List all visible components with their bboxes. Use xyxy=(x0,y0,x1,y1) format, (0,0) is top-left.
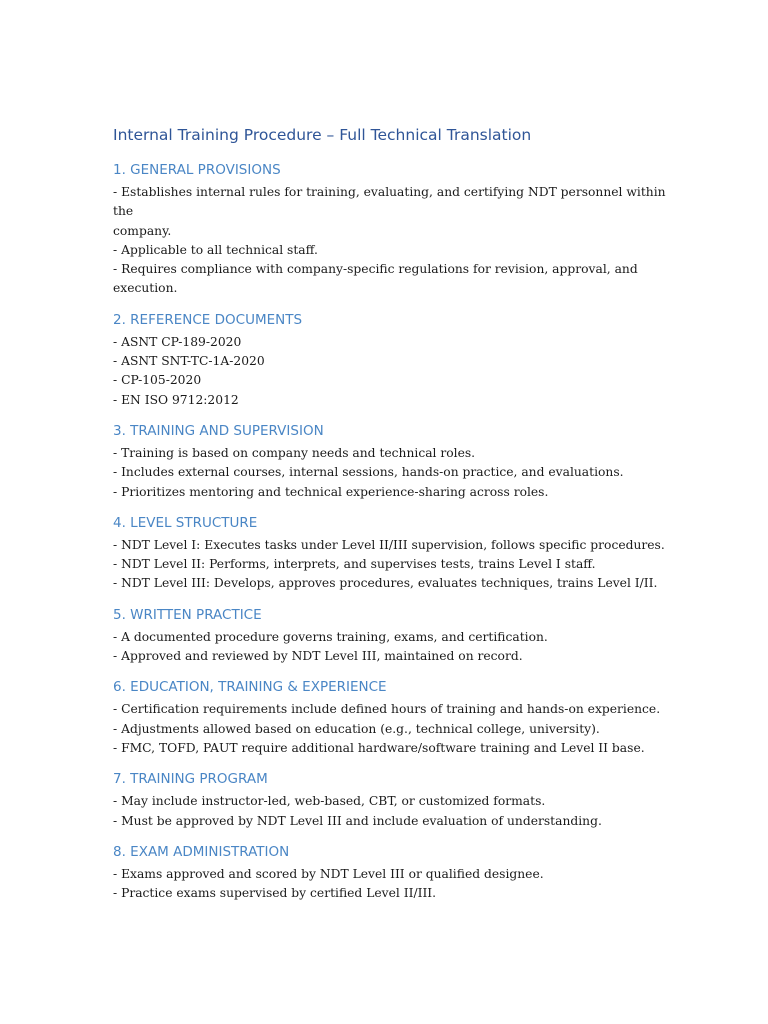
body-line: - Must be approved by NDT Level III and include evaluation of understanding. xyxy=(113,813,602,828)
body-line: - Training is based on company needs and technical roles. xyxy=(113,445,476,460)
body-line: - Applicable to all technical staff. xyxy=(113,242,318,257)
body-line: - A documented procedure governs training, exams, and certification. xyxy=(113,629,548,644)
section-6 xyxy=(113,677,673,758)
section-heading: 6. EDUCATION, TRAINING & EXPERIENCE xyxy=(113,679,387,696)
body-line: - Prioritizes mentoring and technical experience-sharing across roles. xyxy=(113,484,549,499)
body-line: - CP-105-2020 xyxy=(113,373,202,388)
body-line: - Practice exams supervised by certified Level II/III. xyxy=(113,886,437,901)
section-2 xyxy=(113,310,673,410)
body-line: - NDT Level II: Performs, interprets, and supervises tests, trains Level I staff. xyxy=(113,557,596,572)
body-line: - Establishes internal rules for training, evaluating, and certifying NDT personnel within the xyxy=(113,185,666,219)
body-line: company. xyxy=(113,223,172,238)
section-7 xyxy=(113,769,673,831)
body-line: execution. xyxy=(113,281,178,296)
body-line: - Approved and reviewed by NDT Level III, maintained on record. xyxy=(113,649,523,664)
section-1 xyxy=(113,160,673,299)
body-line: - EN ISO 9712:2012 xyxy=(113,392,239,407)
body-line: - May include instructor-led, web-based, CBT, or customized formats. xyxy=(113,794,546,809)
document-title: Internal Training Procedure – Full Technical Translation xyxy=(113,126,532,144)
section-4 xyxy=(113,513,673,594)
section-heading: 1. GENERAL PROVISIONS xyxy=(113,162,281,178)
section-5 xyxy=(113,605,673,667)
document-body xyxy=(113,160,673,903)
body-line: - FMC, TOFD, PAUT require additional hardware/software training and Level II base. xyxy=(113,740,645,755)
body-line: - ASNT SNT-TC-1A-2020 xyxy=(113,354,265,369)
section-heading: 5. WRITTEN PRACTICE xyxy=(113,606,262,623)
section-heading: 8. EXAM ADMINISTRATION xyxy=(113,843,290,860)
section-3 xyxy=(113,421,673,502)
body-line: - Certification requirements include defined hours of training and hands-on experience. xyxy=(113,702,661,717)
body-line: - Includes external courses, internal sessions, hands-on practice, and evaluations. xyxy=(113,465,624,480)
section-heading: 4. LEVEL STRUCTURE xyxy=(113,514,258,531)
section-heading: 2. REFERENCE DOCUMENTS xyxy=(113,311,303,328)
document-page xyxy=(113,122,673,914)
body-line: - Adjustments allowed based on education (e.g., technical college, university). xyxy=(113,721,600,736)
body-line: - NDT Level I: Executes tasks under Level II/III supervision, follows specific procedures. xyxy=(113,537,665,552)
body-line: - Requires compliance with company-specific regulations for revision, approval, and xyxy=(113,262,638,277)
section-heading: 7. TRAINING PROGRAM xyxy=(113,771,268,788)
section-heading: 3. TRAINING AND SUPERVISION xyxy=(113,422,324,439)
section-8 xyxy=(113,842,673,904)
body-line: - NDT Level III: Develops, approves procedures, evaluates techniques, trains Level I/II. xyxy=(113,576,658,591)
body-line: - ASNT CP-189-2020 xyxy=(113,334,242,349)
body-line: - Exams approved and scored by NDT Level III or qualified designee. xyxy=(113,866,544,881)
